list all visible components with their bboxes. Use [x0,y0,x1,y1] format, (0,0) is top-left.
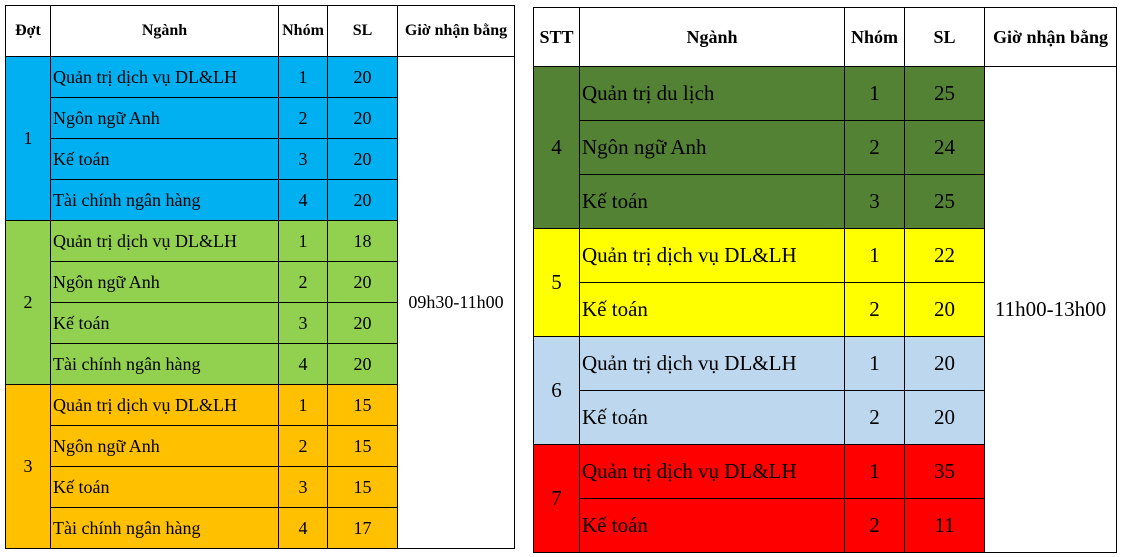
nhom-cell: 1 [845,445,905,499]
nganh-cell: Quản trị dịch vụ DL&LH [580,445,845,499]
sl-cell: 18 [328,221,398,262]
header-dot: Đợt [6,6,51,57]
nganh-cell: Kế toán [51,139,279,180]
header-gio-nhan-bang: Giờ nhận bằng [985,8,1117,67]
sl-cell: 20 [905,337,985,391]
left-schedule-table [5,5,515,549]
sl-cell: 35 [905,445,985,499]
nganh-cell: Quản trị dịch vụ DL&LH [580,337,845,391]
nganh-cell: Quản trị dịch vụ DL&LH [51,385,279,426]
time-cell: 11h00-13h00 [985,67,1117,553]
nganh-cell: Kế toán [580,391,845,445]
nganh-cell: Quản trị dịch vụ DL&LH [580,229,845,283]
right-schedule-table [533,7,1117,553]
nganh-cell: Kế toán [51,303,279,344]
nganh-cell: Quản trị dịch vụ DL&LH [51,57,279,98]
nhom-cell: 4 [279,180,328,221]
nhom-cell: 2 [845,283,905,337]
nganh-cell: Tài chính ngân hàng [51,344,279,385]
nganh-cell: Kế toán [51,467,279,508]
nhom-cell: 3 [279,139,328,180]
sl-cell: 20 [328,139,398,180]
header-nganh: Ngành [51,6,279,57]
sl-cell: 22 [905,229,985,283]
header-sl: SL [905,8,985,67]
sl-cell: 20 [328,303,398,344]
sl-cell: 20 [328,344,398,385]
nhom-cell: 2 [279,426,328,467]
nhom-cell: 2 [845,121,905,175]
header-sl: SL [328,6,398,57]
header-nganh: Ngành [580,8,845,67]
time-cell: 09h30-11h00 [398,57,515,549]
sl-cell: 20 [905,283,985,337]
sl-cell: 20 [905,391,985,445]
nganh-cell: Quản trị dịch vụ DL&LH [51,221,279,262]
nganh-cell: Ngôn ngữ Anh [51,98,279,139]
nhom-cell: 1 [845,337,905,391]
nhom-cell: 2 [279,98,328,139]
stt-cell: 4 [534,67,580,229]
header-row [6,6,515,57]
sl-cell: 15 [328,467,398,508]
nganh-cell: Kế toán [580,175,845,229]
stt-cell: 5 [534,229,580,337]
header-row [534,8,1117,67]
nganh-cell: Quản trị du lịch [580,67,845,121]
nhom-cell: 1 [279,57,328,98]
nhom-cell: 3 [279,467,328,508]
sl-cell: 11 [905,499,985,553]
nhom-cell: 1 [845,67,905,121]
stt-cell: 7 [534,445,580,553]
sl-cell: 20 [328,57,398,98]
nhom-cell: 1 [845,229,905,283]
nhom-cell: 3 [845,175,905,229]
header-gio-nhan-bang: Giờ nhận bằng [398,6,515,57]
nhom-cell: 2 [279,262,328,303]
sl-cell: 17 [328,508,398,549]
dot-cell: 3 [6,385,51,549]
nhom-cell: 2 [845,499,905,553]
sl-cell: 15 [328,385,398,426]
nhom-cell: 4 [279,508,328,549]
sl-cell: 15 [328,426,398,467]
nhom-cell: 2 [845,391,905,445]
nganh-cell: Tài chính ngân hàng [51,180,279,221]
nganh-cell: Ngôn ngữ Anh [580,121,845,175]
nhom-cell: 3 [279,303,328,344]
header-nhom: Nhóm [279,6,328,57]
stt-cell: 6 [534,337,580,445]
nganh-cell: Kế toán [580,283,845,337]
header-nhom: Nhóm [845,8,905,67]
dot-cell: 2 [6,221,51,385]
nhom-cell: 4 [279,344,328,385]
sl-cell: 20 [328,262,398,303]
sl-cell: 20 [328,98,398,139]
sl-cell: 24 [905,121,985,175]
header-stt: STT [534,8,580,67]
nhom-cell: 1 [279,221,328,262]
table-row [534,67,1117,121]
nhom-cell: 1 [279,385,328,426]
nganh-cell: Kế toán [580,499,845,553]
sl-cell: 25 [905,67,985,121]
nganh-cell: Tài chính ngân hàng [51,508,279,549]
sl-cell: 25 [905,175,985,229]
nganh-cell: Ngôn ngữ Anh [51,426,279,467]
sl-cell: 20 [328,180,398,221]
table-row [6,57,515,98]
dot-cell: 1 [6,57,51,221]
nganh-cell: Ngôn ngữ Anh [51,262,279,303]
